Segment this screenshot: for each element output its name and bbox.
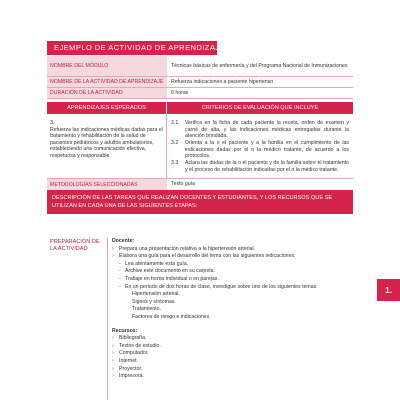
section-number-tab: 1.	[377, 279, 400, 301]
criterio-text: Orienta a la o el paciente y a la familia en el cumplimiento de las indicaciones dadas por el o la médico tratante, de acuerdo a los protocolos.	[185, 140, 349, 159]
chevron-right-icon: ›	[112, 335, 114, 342]
tema-item: Tratamiento.	[132, 306, 161, 313]
guide-subitem	[112, 276, 349, 284]
meta-label: NOMBRE DE LA ACTIVIDAD DE APRENDIZAJE	[47, 77, 167, 87]
docente-item-text: Prepara una presentación relativa a la hipertensión arterial.	[119, 245, 256, 252]
prep-label: PREPARACIÓN DE LA ACTIVIDAD	[50, 239, 100, 252]
guide-subitem	[112, 284, 349, 292]
meta-label: NOMBRE DEL MÓDULO	[47, 56, 167, 76]
docente-item	[112, 246, 349, 254]
meta-value: Técnicas básicas de enfermería y del Programa Nacional de Inmunizaciones	[171, 62, 348, 69]
criterios-cell	[167, 114, 353, 178]
chevron-right-icon: ›	[112, 342, 114, 349]
meta-row-duration	[47, 88, 353, 99]
recursos-title: Recursos:	[112, 327, 138, 334]
chevron-right-icon: ›	[112, 365, 114, 372]
meta-row-activity	[47, 77, 353, 88]
recurso-text: Proyector.	[119, 365, 143, 372]
guide-subitem	[112, 268, 349, 276]
guide-subitem	[112, 261, 349, 269]
tasks-description-band: DESCRIPCIÓN DE LAS TAREAS QUE REALIZAN DOCENTES Y ESTUDIANTES, Y LOS RECURSOS QUE SE UTILIZAN EN CADA UNA DE LAS SIGUIENTES ETAPAS:	[47, 190, 353, 214]
prep-section	[47, 238, 353, 400]
recurso-item	[112, 335, 349, 343]
chevron-right-icon: ›	[112, 253, 114, 260]
criterio-text: Verifica en la ficha de cada paciente la receta, orden de examen y carné de alta, y las indicaciones médicas entregadas durante la atención brindada.	[185, 120, 349, 139]
method-label: METODOLOGÍAS SELECCIONADAS	[47, 179, 167, 190]
grid-header-aprendizajes: APRENDIZAJES ESPERADOS	[47, 102, 167, 114]
criterio-item	[171, 160, 349, 173]
recurso-text: Bibliografía.	[119, 335, 147, 342]
docente-item-text: Elabora una guía para el desarrollo del tema con las siguientes indicaciones:	[119, 253, 296, 260]
recurso-text: Impresora.	[119, 373, 144, 380]
docente-item	[112, 253, 349, 261]
guide-subitem-text: En un período de dos horas de clase, investigue sobre uno de los siguientes temas:	[125, 283, 318, 290]
guide-subitem-text: Trabaje en forma individual o en parejas.	[125, 275, 219, 282]
recurso-text: Computador.	[119, 350, 149, 357]
chevron-right-icon: ›	[112, 373, 114, 380]
meta-value: 6 horas	[171, 89, 189, 96]
dash-icon: -	[119, 268, 121, 275]
recurso-item	[112, 358, 349, 366]
chevron-right-icon: ›	[112, 350, 114, 357]
recurso-item	[112, 343, 349, 351]
criterio-number: 3.1	[171, 120, 179, 126]
chevron-right-icon: ›	[112, 245, 114, 252]
dash-icon: -	[119, 283, 121, 290]
tema-item: Hipertensión arterial.	[132, 291, 180, 298]
meta-value: Refuerza indicaciones a paciente hipertenso	[171, 78, 274, 85]
meta-table	[47, 56, 353, 99]
recurso-item	[112, 366, 349, 374]
aprendizaje-text: Refuerza las indicaciones médicas dadas para el tratamiento y rehabilitación de la salud de pacientes pediátricos y adultos ambulatorios, estableciendo una comunicación efectiva, respetuosa y responsable.	[50, 126, 163, 159]
recurso-text: Textos de estudio.	[119, 342, 161, 349]
method-value: Texto guía	[171, 181, 195, 188]
criterio-text: Aclara las dudas de la o el paciente y de la familia sobre el tratamiento y el proceso de rehabilitación indicadas por el o la médico tratante.	[185, 160, 349, 173]
guide-subitem-text: Lea atentamente esta guía.	[125, 260, 189, 267]
learning-grid	[47, 102, 353, 191]
tema-item: Signos y síntomas.	[132, 298, 176, 305]
recurso-item	[112, 350, 349, 358]
tema-item: Factores de riesgo e indicaciones.	[132, 313, 211, 320]
criterio-item	[171, 140, 349, 160]
prep-body	[107, 238, 353, 400]
dash-icon: -	[119, 275, 121, 282]
grid-header	[47, 102, 353, 114]
chevron-right-icon: ›	[112, 357, 114, 364]
recurso-text: Internet.	[119, 357, 139, 364]
dash-icon: -	[119, 260, 121, 267]
criterio-number: 3.2	[171, 140, 179, 146]
meta-label: DURACIÓN DE LA ACTIVIDAD	[47, 88, 167, 98]
meta-row-module	[47, 56, 353, 77]
aprendizaje-number: 3.	[50, 120, 55, 126]
recurso-item	[112, 373, 349, 381]
activity-title: EJEMPLO DE ACTIVIDAD DE APRENDIZAJE	[47, 41, 217, 55]
grid-header-criterios: CRITERIOS DE EVALUACIÓN QUE INCLUYE	[167, 102, 353, 114]
criterio-item	[171, 120, 349, 140]
criterio-number: 3.3	[171, 160, 179, 166]
docente-title: Docente:	[112, 238, 135, 244]
guide-subitem-text: Archive este documento en su carpeta.	[125, 268, 215, 275]
aprendizaje-cell	[47, 114, 167, 178]
grid-body	[47, 114, 353, 179]
